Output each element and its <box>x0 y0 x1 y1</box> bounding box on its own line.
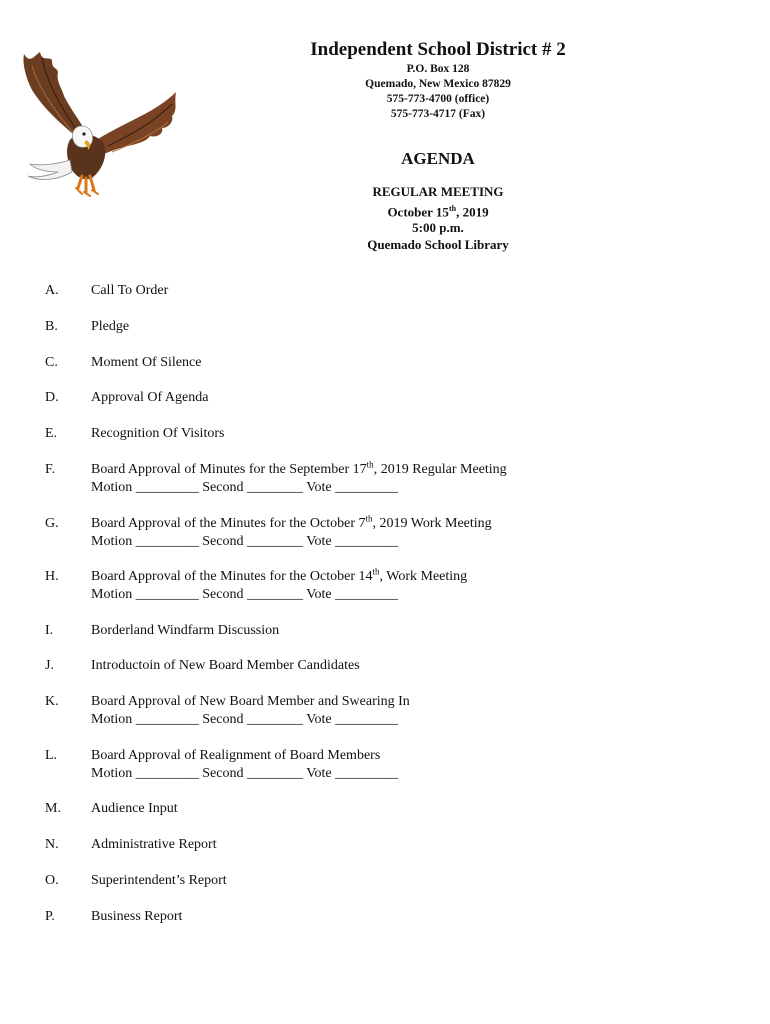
motion-line: Motion _________ Second ________ Vote _________ <box>91 587 399 602</box>
city-address: Quemado, New Mexico 87829 <box>365 78 511 90</box>
agenda-item-text: Board Approval of the Minutes for the October 7th, 2019 Work Meeting <box>91 512 492 531</box>
meeting-details <box>250 184 626 253</box>
agenda-item-text: Business Report <box>91 908 183 924</box>
district-title: Independent School District # 2 <box>310 39 566 60</box>
eagle-icon <box>12 48 180 200</box>
agenda-item-text: Introductoin of New Board Member Candidates <box>91 658 360 674</box>
agenda-item-letter: B. <box>45 318 58 334</box>
fax-number: 575-773-4717 (Fax) <box>390 108 486 120</box>
agenda-item-text: Approval Of Agenda <box>91 390 209 406</box>
motion-line: Motion _________ Second ________ Vote _________ <box>91 765 399 781</box>
agenda-item-letter: P. <box>45 908 55 924</box>
agenda-item-letter: L. <box>45 747 58 763</box>
agenda-item <box>0 800 770 818</box>
agenda-item-letter: A. <box>45 283 59 298</box>
agenda-item-text: Administrative Report <box>91 836 217 852</box>
agenda-item <box>0 693 770 729</box>
agenda-item <box>0 282 770 300</box>
agenda-item-text: Board Approval of the Minutes for the October 14th, Work Meeting <box>91 566 468 584</box>
agenda-item-letter: N. <box>45 836 59 852</box>
motion-line: Motion _________ Second ________ Vote _________ <box>91 712 399 728</box>
motion-line: Motion _________ Second ________ Vote _________ <box>91 533 399 549</box>
agenda-item-text: Moment Of Silence <box>91 354 202 370</box>
agenda-item-letter: K. <box>45 694 59 710</box>
meeting-date: October 15th, 2019 <box>387 203 489 219</box>
po-box: P.O. Box 128 <box>406 63 470 75</box>
agenda-item <box>0 908 770 926</box>
agenda-item <box>0 622 770 640</box>
agenda-item-text: Board Approval of Minutes for the September 17th, 2019 Regular Meeting <box>91 459 507 477</box>
agenda-item-letter: I. <box>45 622 54 638</box>
agenda-item-text: Board Approval of New Board Member and Swearing In <box>91 694 410 710</box>
agenda-item <box>0 747 770 783</box>
agenda-item-text: Audience Input <box>91 801 178 817</box>
agenda-item-text: Borderland Windfarm Discussion <box>91 622 280 638</box>
office-phone: 575-773-4700 (office) <box>386 93 490 105</box>
agenda-item <box>0 461 770 497</box>
agenda-item <box>0 657 770 675</box>
agenda-item-text: Superintendent’s Report <box>91 872 227 888</box>
agenda-item-letter: J. <box>45 658 54 674</box>
agenda-item-letter: G. <box>45 515 59 531</box>
letterhead <box>250 38 626 253</box>
agenda-item-text: Call To Order <box>91 283 169 298</box>
agenda-item <box>0 389 770 407</box>
agenda-item-text: Board Approval of Realignment of Board Members <box>91 747 381 763</box>
meeting-type: REGULAR MEETING <box>372 184 504 199</box>
agenda-item <box>0 425 770 443</box>
agenda-item-letter: O. <box>45 872 59 888</box>
agenda-item-letter: F. <box>45 462 56 477</box>
agenda-item <box>0 568 770 604</box>
agenda-item-letter: H. <box>45 569 59 584</box>
motion-line: Motion _________ Second ________ Vote _________ <box>91 480 399 495</box>
agenda-item-text: Pledge <box>91 318 130 334</box>
agenda-item-text: Recognition Of Visitors <box>91 426 225 442</box>
agenda-item-letter: D. <box>45 390 59 406</box>
agenda-item-letter: M. <box>45 801 61 817</box>
agenda-item <box>0 872 770 890</box>
agenda-title: AGENDA <box>401 149 475 168</box>
agenda-item <box>0 318 770 336</box>
meeting-time: 5:00 p.m. <box>412 220 464 236</box>
agenda-item <box>0 354 770 372</box>
agenda-item-letter: C. <box>45 354 58 370</box>
agenda-item <box>0 512 770 551</box>
agenda-item <box>0 836 770 854</box>
agenda-item-letter: E. <box>45 426 58 442</box>
meeting-location: Quemado School Library <box>367 236 509 252</box>
